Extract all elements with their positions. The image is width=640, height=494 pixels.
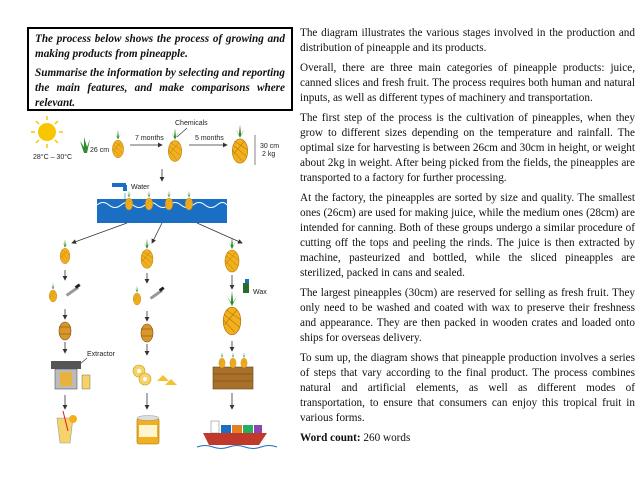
wax-label: Wax: [253, 289, 267, 296]
water-tap-icon: [112, 183, 127, 199]
juice-extractor-icon: [51, 361, 90, 389]
canning-branch-pineapple-icon: [141, 239, 153, 269]
sun-icon: [31, 116, 63, 148]
water-label: Water: [131, 184, 150, 191]
branch-arrows: [72, 223, 242, 243]
column-arrows-4: [65, 393, 232, 409]
waxed-pineapple-icon: [223, 291, 241, 335]
temperature-label: 28°C – 30°C: [33, 154, 73, 161]
word-count-value: 260 words: [363, 432, 411, 444]
pineapple-small-icon: [112, 130, 123, 158]
weight-label: 2 kg: [262, 151, 276, 158]
juice-branch-pineapple-icon: [60, 239, 70, 264]
juice-cutting-icon: [49, 283, 80, 302]
word-count: [300, 431, 635, 446]
chemicals-label: Chemicals: [175, 120, 208, 127]
task-line-1: The process below shows the process of growing and making products from pineapple.: [35, 33, 285, 60]
canning-peeled-pineapple-icon: [141, 324, 153, 342]
essay-paragraph-6: To sum up, the diagram shows that pineapple production involves a series of steps that vary according to the final product. The process combines natural and artificial elements, as well as different modes of transportation, to ensure that consumers can enjoy this tropical fruit in various forms.: [300, 352, 635, 424]
pineapple-slices-icon: [133, 365, 177, 385]
juice-peeled-pineapple-icon: [59, 322, 71, 340]
pineapple-can-icon: [137, 416, 159, 445]
size-30-label: 30 cm: [260, 143, 280, 150]
essay-text: [300, 26, 635, 451]
extractor-label: Extractor: [87, 351, 116, 358]
size-26-label: 26 cm: [90, 147, 110, 154]
essay-paragraph-1: The diagram illustrates the various stages involved in the production and distribution of pineapple and its products.: [300, 27, 635, 54]
washing-tank-icon: [97, 191, 227, 223]
essay-paragraph-2: Overall, there are three main categories of pineapple products: juice, canned slices and fresh fruit. The process requires both human and natural inputs, as well as different types of machinery and transportation.: [300, 62, 635, 104]
essay-paragraph-3: The first step of the process is the cultivation of pineapples, when they grow to different sizes depending on the temperature and rainfall. The optimal size for harvesting is between 26cm and 30cm in height, or weight about 2kg in weight. After being picked from the fields, the pineapples are transported to a factory for further processing.: [300, 112, 635, 184]
months-7-label: 7 months: [135, 135, 164, 142]
canning-cutting-icon: [133, 286, 164, 305]
juice-glass-icon: [57, 411, 77, 443]
wax-spray-icon: [243, 279, 249, 293]
pineapple-large-icon: [232, 125, 247, 164]
essay-paragraph-5: The largest pineapples (30cm) are reserved for selling as fresh fruit. They only need to be washed and coated with wax to preserve their freshness and appearance. They are then packed in wooden crates and loaded onto ships for overseas delivery.: [300, 287, 635, 344]
task-prompt-box: [27, 27, 293, 111]
pineapple-process-diagram: [27, 113, 297, 491]
word-count-label: Word count:: [300, 432, 361, 444]
pineapple-medium-icon: [168, 128, 181, 161]
column-arrows-1: [65, 270, 232, 289]
fresh-branch-pineapple-icon: [225, 237, 239, 272]
cargo-ship-icon: [197, 421, 277, 449]
months-5-label: 5 months: [195, 135, 224, 142]
wooden-crate-icon: [213, 352, 253, 389]
essay-paragraph-4: At the factory, the pineapples are sorted by size and quality. The smallest ones (26cm) are used for making juice, while the medium ones (28cm) are intended for canning. Both of these groups undergo a similar procedure of cutting off the tops and peeling the rinds. The juice is then extracted by machine, pasteurized and bottled, while the sliced pineapples are sterilized, packed in cans and sealed.: [300, 192, 635, 279]
task-line-2: Summarise the information by selecting and reporting the main features, and make comparisons where relevant.: [35, 66, 285, 109]
pineapple-seedling-icon: [80, 137, 90, 153]
